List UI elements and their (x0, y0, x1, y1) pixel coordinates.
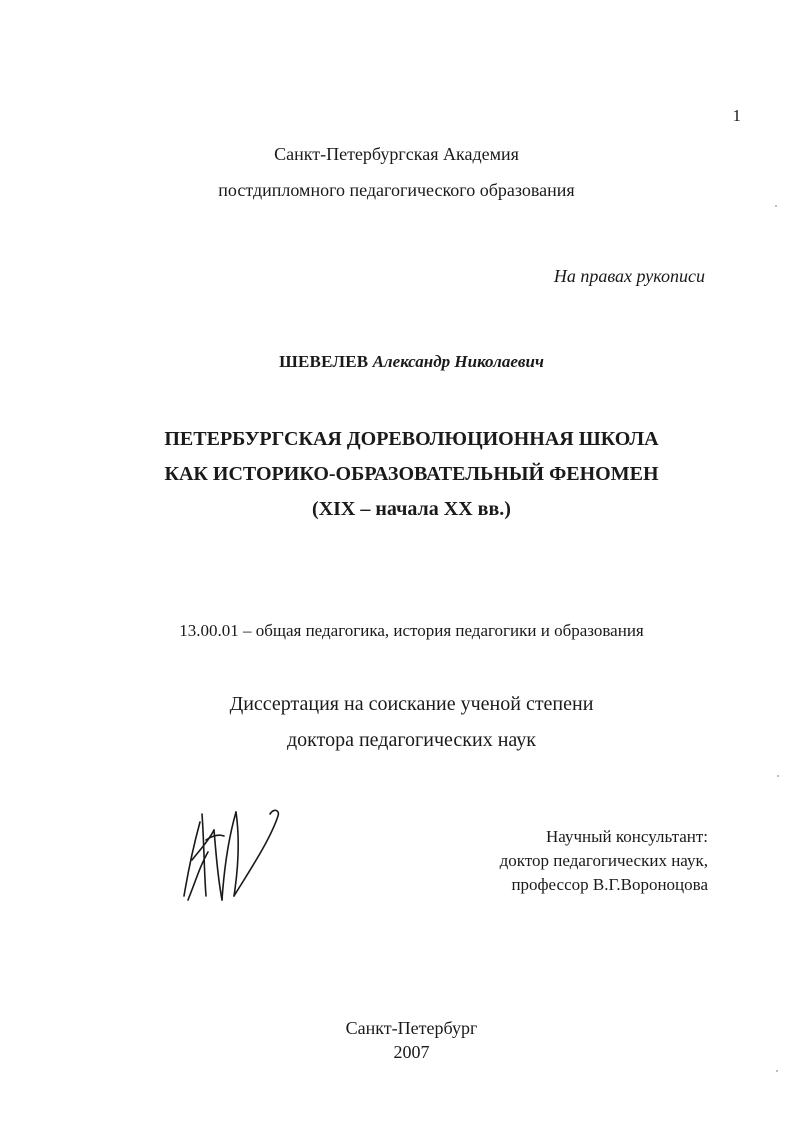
year: 2007 (393, 1042, 430, 1062)
advisor-role: Научный консультант: (546, 827, 708, 846)
title-line-1: ПЕТЕРБУРГСКАЯ ДОРЕВОЛЮЦИОННАЯ ШКОЛА (164, 428, 659, 450)
title-line-2: КАК ИСТОРИКО-ОБРАЗОВАТЕЛЬНЫЙ ФЕНОМЕН (164, 463, 659, 485)
degree-line-2: доктора педагогических наук (287, 729, 536, 751)
institution-line-1: Санкт-Петербургская Академия (274, 144, 519, 164)
page-number: 1 (732, 106, 741, 125)
scan-speck (775, 205, 777, 207)
specialty-code: 13.00.01 – общая педагогика, история педагогики и образования (179, 621, 644, 640)
institution-line-2: постдипломного педагогического образования (218, 180, 575, 200)
manuscript-rights-note: На правах рукописи (553, 266, 705, 286)
degree-statement (0, 686, 793, 758)
advisor-name: профессор В.Г.Вороноцова (511, 875, 708, 894)
dissertation-title (0, 422, 793, 527)
author-given-names: Александр Николаевич (372, 352, 544, 371)
title-line-3: (XIX – начала XX вв.) (312, 498, 511, 520)
scan-speck (777, 775, 779, 777)
scan-speck (776, 1070, 778, 1072)
scientific-advisor (420, 825, 708, 897)
author-surname: ШЕВЕЛЕВ (279, 352, 369, 371)
place-and-year (0, 1016, 793, 1064)
institution-name (0, 136, 793, 208)
advisor-rank: доктор педагогических наук, (499, 851, 708, 870)
city: Санкт-Петербург (345, 1018, 478, 1038)
handwritten-signature-icon (178, 800, 288, 910)
author-name (0, 352, 793, 372)
degree-line-1: Диссертация на соискание ученой степени (229, 693, 594, 715)
